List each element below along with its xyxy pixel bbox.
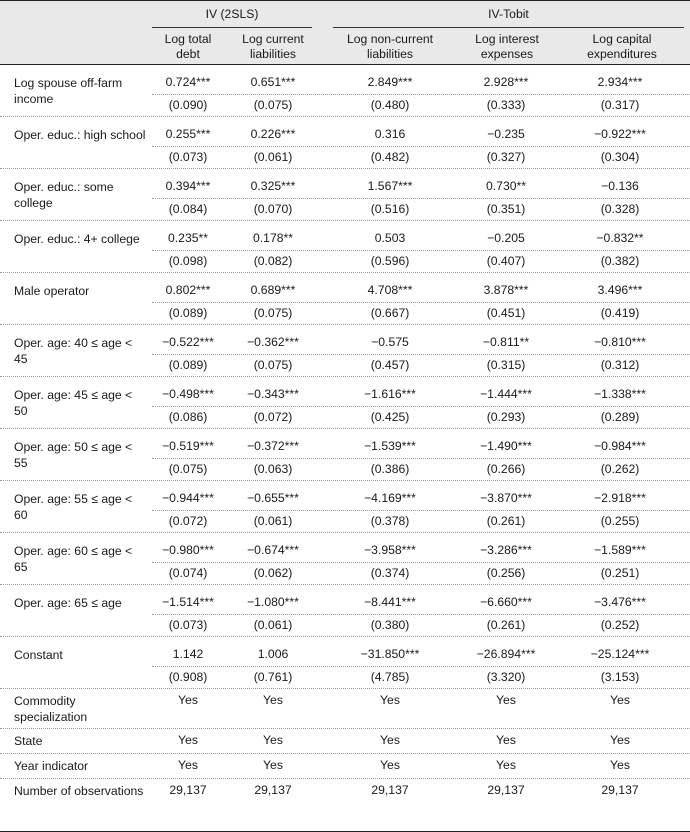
row-label: Oper. age: 60 ≤ age < 65 (14, 544, 133, 574)
std-error-cell: (0.667) (370, 306, 410, 320)
coefficient-cell: 4.708*** (367, 283, 413, 297)
footer-cell: Yes (496, 733, 516, 747)
row-divider-dotted (0, 584, 690, 585)
row-label: Year indicator (14, 759, 89, 773)
coefficient-cell: −1.514*** (162, 595, 214, 609)
row-divider-dotted (0, 376, 690, 377)
coefficient-cell: 0.802*** (165, 283, 211, 297)
coefficient-cell: −3.958*** (364, 543, 416, 557)
coefficient-cell: −1.490*** (480, 439, 532, 453)
header-bottom-rule (0, 64, 690, 65)
group-underline-iv-2sls (152, 27, 312, 28)
coefficient-cell: 2.934*** (597, 75, 643, 89)
std-error-cell: (0.304) (600, 150, 640, 164)
row-divider-dotted (0, 116, 690, 117)
std-error-cell: (0.351) (486, 202, 526, 216)
coefficient-cell: −1.444*** (480, 387, 532, 401)
std-error-cell: (0.256) (486, 566, 526, 580)
row-divider-dotted (0, 728, 690, 729)
column-header: Log total debt (164, 32, 212, 61)
coefficient-cell: −3.286*** (480, 543, 532, 557)
coefficient-cell: −0.372*** (247, 439, 299, 453)
std-error-cell: (3.153) (600, 670, 640, 684)
footer-cell: Yes (263, 758, 283, 772)
std-error-cell: (0.252) (600, 618, 640, 632)
row-divider-dotted (152, 250, 690, 251)
coefficient-cell: −0.832** (596, 231, 644, 245)
row-label: Commodity specialization (14, 694, 88, 724)
row-divider-dotted (152, 198, 690, 199)
row-label: Male operator (14, 284, 90, 298)
std-error-cell: (0.062) (253, 566, 293, 580)
footer-cell: 29,137 (371, 783, 409, 797)
coefficient-cell: −6.660*** (480, 595, 532, 609)
std-error-cell: (0.317) (600, 98, 640, 112)
std-error-cell: (0.328) (600, 202, 640, 216)
std-error-cell: (0.073) (168, 150, 208, 164)
row-divider-dotted (0, 688, 690, 689)
row-divider-dotted (152, 94, 690, 95)
row-label: Oper. age: 40 ≤ age < 45 (14, 336, 133, 366)
coefficient-cell: −31.850*** (360, 647, 420, 661)
std-error-cell: (0.451) (486, 306, 526, 320)
coefficient-cell: −0.922*** (594, 127, 646, 141)
group-header: IV (2SLS) (205, 7, 259, 21)
coefficient-cell: −0.984*** (594, 439, 646, 453)
std-error-cell: (0.480) (370, 98, 410, 112)
std-error-cell: (0.374) (370, 566, 410, 580)
coefficient-cell: 0.316 (374, 127, 406, 141)
row-divider-dotted (152, 146, 690, 147)
coefficient-cell: 0.724*** (165, 75, 211, 89)
column-header: Log capital expenditures (587, 32, 657, 61)
std-error-cell: (0.261) (486, 514, 526, 528)
coefficient-cell: −26.894*** (476, 647, 536, 661)
coefficient-cell: −0.205 (487, 231, 525, 245)
coefficient-cell: −8.441*** (364, 595, 416, 609)
coefficient-cell: −25.124*** (590, 647, 650, 661)
row-divider-dotted (152, 562, 690, 563)
coefficient-cell: 2.849*** (367, 75, 413, 89)
coefficient-cell: 0.325*** (250, 179, 296, 193)
std-error-cell: (0.262) (600, 462, 640, 476)
std-error-cell: (0.378) (370, 514, 410, 528)
coefficient-cell: −0.235 (487, 127, 525, 141)
std-error-cell: (0.407) (486, 254, 526, 268)
row-label: Oper. age: 65 ≤ age (14, 596, 122, 610)
coefficient-cell: −1.589*** (594, 543, 646, 557)
row-divider-dotted (0, 324, 690, 325)
coefficient-cell: −0.343*** (247, 387, 299, 401)
top-rule (0, 0, 690, 1)
row-divider-dotted (0, 272, 690, 273)
coefficient-cell: 0.651*** (250, 75, 296, 89)
row-divider-dotted (152, 406, 690, 407)
column-header: Log non-current liabilities (346, 32, 434, 61)
std-error-cell: (0.425) (370, 410, 410, 424)
std-error-cell: (0.073) (168, 618, 208, 632)
std-error-cell: (0.457) (370, 358, 410, 372)
std-error-cell: (0.089) (168, 358, 208, 372)
row-label: Log spouse off-farm income (14, 76, 123, 106)
footer-cell: Yes (380, 733, 400, 747)
coefficient-cell: −0.519*** (162, 439, 214, 453)
row-label: Constant (14, 648, 63, 662)
coefficient-cell: 3.496*** (597, 283, 643, 297)
coefficient-cell: 0.178** (253, 231, 293, 245)
row-divider-dotted (152, 666, 690, 667)
coefficient-cell: 1.006 (257, 647, 289, 661)
coefficient-cell: −0.498*** (162, 387, 214, 401)
coefficient-cell: 3.878*** (483, 283, 529, 297)
coefficient-cell: −0.944*** (162, 491, 214, 505)
row-label: Oper. age: 55 ≤ age < 60 (14, 492, 133, 522)
std-error-cell: (0.333) (486, 98, 526, 112)
coefficient-cell: −1.080*** (247, 595, 299, 609)
std-error-cell: (0.061) (253, 150, 293, 164)
std-error-cell: (0.293) (486, 410, 526, 424)
std-error-cell: (0.908) (168, 670, 208, 684)
coefficient-cell: −4.169*** (364, 491, 416, 505)
footer-cell: 29,137 (487, 783, 525, 797)
coefficient-cell: −0.980*** (162, 543, 214, 557)
coefficient-cell: −0.655*** (247, 491, 299, 505)
group-header: IV-Tobit (488, 7, 529, 21)
coefficient-cell: −0.575 (371, 335, 409, 349)
coefficient-cell: 1.567*** (367, 179, 413, 193)
footer-cell: Yes (178, 758, 198, 772)
coefficient-cell: −0.810*** (594, 335, 646, 349)
std-error-cell: (0.082) (253, 254, 293, 268)
std-error-cell: (0.061) (253, 514, 293, 528)
row-label: Oper. age: 45 ≤ age < 50 (14, 388, 133, 418)
std-error-cell: (0.072) (253, 410, 293, 424)
std-error-cell: (0.382) (600, 254, 640, 268)
row-divider-dotted (0, 220, 690, 221)
std-error-cell: (0.075) (253, 98, 293, 112)
row-label: Oper. educ.: 4+ college (14, 232, 140, 246)
coefficient-cell: −0.522*** (162, 335, 214, 349)
footer-cell: Yes (610, 733, 630, 747)
coefficient-cell: 0.394*** (165, 179, 211, 193)
coefficient-cell: 0.503 (374, 231, 406, 245)
std-error-cell: (0.075) (253, 306, 293, 320)
std-error-cell: (0.761) (253, 670, 293, 684)
coefficient-cell: 0.689*** (250, 283, 296, 297)
coefficient-cell: 0.730** (486, 179, 526, 193)
std-error-cell: (0.075) (168, 462, 208, 476)
std-error-cell: (0.070) (253, 202, 293, 216)
std-error-cell: (0.516) (370, 202, 410, 216)
std-error-cell: (0.098) (168, 254, 208, 268)
row-divider-dotted (152, 458, 690, 459)
column-header: Log current liabilities (242, 32, 304, 61)
coefficient-cell: −3.870*** (480, 491, 532, 505)
coefficient-cell: −0.674*** (247, 543, 299, 557)
std-error-cell: (0.072) (168, 514, 208, 528)
coefficient-cell: −1.539*** (364, 439, 416, 453)
std-error-cell: (0.266) (486, 462, 526, 476)
coefficient-cell: −2.918*** (594, 491, 646, 505)
std-error-cell: (3.320) (486, 670, 526, 684)
row-divider-dotted (0, 168, 690, 169)
coefficient-cell: −3.476*** (594, 595, 646, 609)
row-divider-dotted (0, 532, 690, 533)
row-divider-dotted (152, 510, 690, 511)
footer-cell: Yes (380, 758, 400, 772)
std-error-cell: (0.315) (486, 358, 526, 372)
std-error-cell: (0.061) (253, 618, 293, 632)
coefficient-cell: 0.235** (168, 231, 208, 245)
std-error-cell: (0.074) (168, 566, 208, 580)
row-label: Oper. educ.: high school (14, 128, 146, 142)
std-error-cell: (0.261) (486, 618, 526, 632)
std-error-cell: (0.090) (168, 98, 208, 112)
coefficient-cell: −0.362*** (247, 335, 299, 349)
coefficient-cell: 2.928*** (483, 75, 529, 89)
footer-cell: 29,137 (254, 783, 292, 797)
std-error-cell: (4.785) (370, 670, 410, 684)
row-divider-dotted (0, 778, 690, 779)
footer-cell: Yes (178, 693, 198, 707)
footer-cell: Yes (610, 693, 630, 707)
coefficient-cell: 0.226*** (250, 127, 296, 141)
std-error-cell: (0.089) (168, 306, 208, 320)
std-error-cell: (0.251) (600, 566, 640, 580)
std-error-cell: (0.063) (253, 462, 293, 476)
row-divider-dotted (152, 614, 690, 615)
std-error-cell: (0.312) (600, 358, 640, 372)
footer-cell: Yes (263, 693, 283, 707)
footer-cell: Yes (610, 758, 630, 772)
std-error-cell: (0.482) (370, 150, 410, 164)
column-header: Log interest expenses (475, 32, 539, 61)
footer-cell: Yes (496, 693, 516, 707)
footer-cell: Yes (178, 733, 198, 747)
coefficient-cell: −1.338*** (594, 387, 646, 401)
std-error-cell: (0.386) (370, 462, 410, 476)
row-divider-dotted (0, 753, 690, 754)
row-label: Oper. age: 50 ≤ age < 55 (14, 440, 133, 470)
footer-cell: 29,137 (169, 783, 207, 797)
coefficient-cell: −0.811** (482, 335, 530, 349)
footer-cell: Yes (496, 758, 516, 772)
row-label: Oper. educ.: some college (14, 180, 114, 210)
row-divider-dotted (0, 428, 690, 429)
row-divider-dotted (0, 480, 690, 481)
std-error-cell: (0.380) (370, 618, 410, 632)
row-label: State (14, 734, 43, 748)
row-label: Number of observations (14, 784, 144, 798)
footer-cell: Yes (380, 693, 400, 707)
group-underline-iv-tobit (333, 27, 684, 28)
std-error-cell: (0.084) (168, 202, 208, 216)
std-error-cell: (0.255) (600, 514, 640, 528)
std-error-cell: (0.327) (486, 150, 526, 164)
coefficient-cell: −1.616*** (364, 387, 416, 401)
std-error-cell: (0.075) (253, 358, 293, 372)
std-error-cell: (0.419) (600, 306, 640, 320)
std-error-cell: (0.086) (168, 410, 208, 424)
std-error-cell: (0.596) (370, 254, 410, 268)
row-divider-dotted (0, 636, 690, 637)
footer-cell: Yes (263, 733, 283, 747)
row-divider-dotted (152, 354, 690, 355)
row-divider-dotted (152, 302, 690, 303)
coefficient-cell: 0.255*** (165, 127, 211, 141)
footer-cell: 29,137 (601, 783, 639, 797)
std-error-cell: (0.289) (600, 410, 640, 424)
coefficient-cell: −0.136 (601, 179, 639, 193)
coefficient-cell: 1.142 (172, 647, 204, 661)
